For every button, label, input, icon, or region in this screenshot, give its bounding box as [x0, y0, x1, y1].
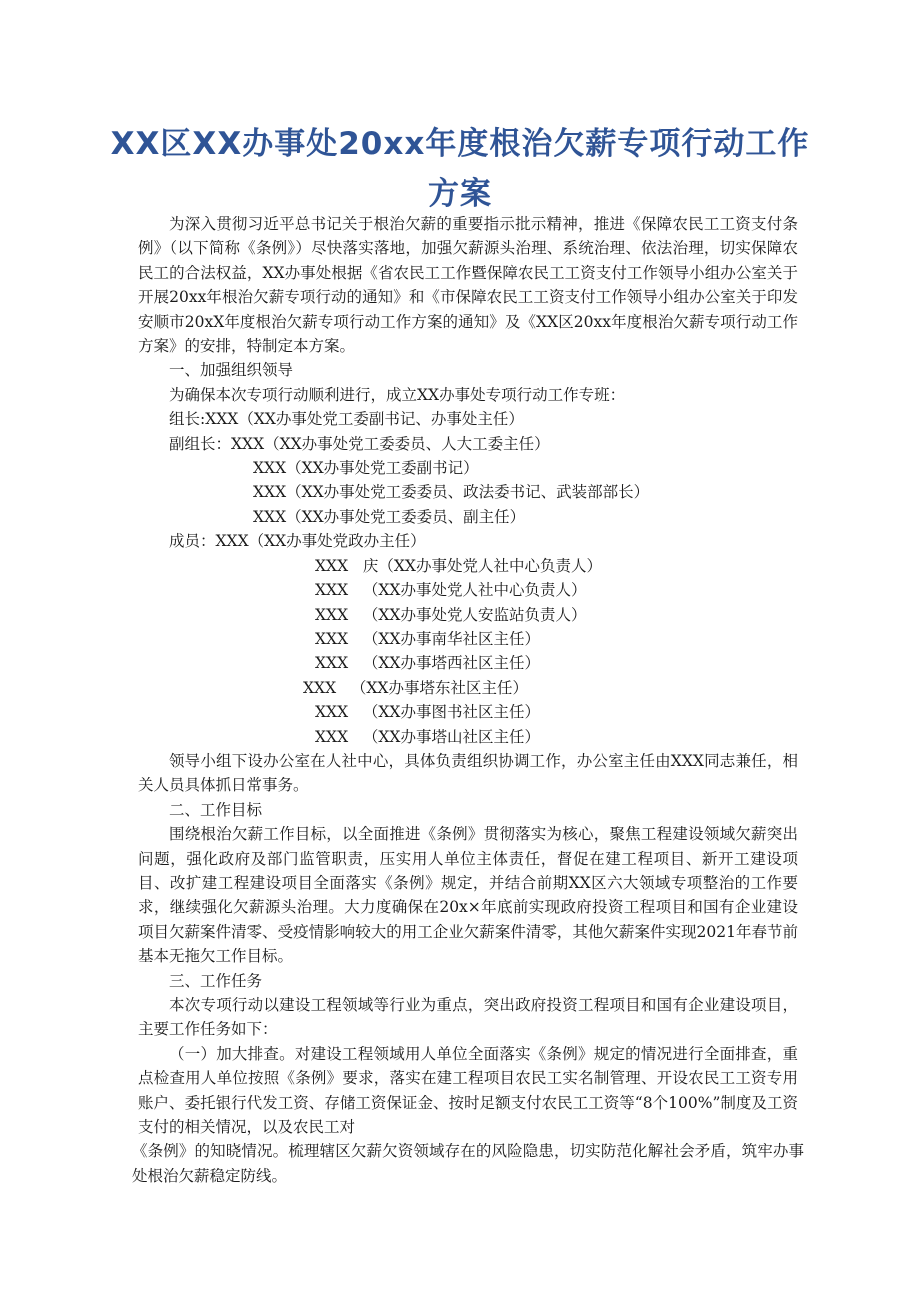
section-1-lead: 为确保本次专项行动顺利进行，成立XX办事处专项行动工作专班：: [169, 385, 626, 404]
section-1-heading: 一、加强组织领导: [169, 361, 294, 380]
member-item: [138, 603, 798, 627]
member-role: （XX办事处党人安监站负责人）: [362, 605, 587, 624]
document-body: [132, 212, 804, 1188]
member-role: （XX办事塔西社区主任）: [362, 654, 540, 673]
member-item: [138, 554, 798, 578]
section-2-heading: 二、工作目标: [169, 800, 263, 819]
member-item: [138, 676, 798, 700]
member-name: XXX: [315, 629, 349, 648]
member-name: XXX: [315, 581, 349, 600]
member-name: XXX: [315, 727, 349, 746]
section-3-heading: 三、工作任务: [169, 971, 263, 990]
member-item: [138, 725, 798, 749]
member-name: XXX: [315, 556, 349, 575]
document-title-line-1: XX区XX办事处20xx年度根治欠薪专项行动工作: [110, 126, 810, 162]
member-name: XXX: [303, 678, 337, 697]
member-role: （XX办事塔山社区主任）: [362, 727, 540, 746]
member-role: 庆（XX办事处党人社中心负责人）: [362, 556, 602, 575]
task-1-part-2: 《条例》的知晓情况。梳理辖区欠薪欠资领域存在的风险隐患，切实防范化解社会矛盾，筑牢办事处根治欠薪稳定防线。: [132, 1142, 804, 1185]
section-2-text: 围绕根治欠薪工作目标，以全面推进《条例》贯彻落实为核心，聚焦工程建设领域欠薪突出问题，强化政府及部门监管职责，压实用人单位主体责任，督促在建工程项目、新开工建设项目、改扩建工程建设项目全面落实《条例》规定，并结合前期XX区六大领域专项整治的工作要求，继续强化欠薪源头治理。大力度确保在20x×年底前实现政府投资工程项目和国有企业建设项目欠薪案件清零、受疫情影响较大的用工企业欠薪案件清零，其他欠薪案件实现2021年春节前基本无拖欠工作目标。: [138, 825, 798, 966]
document-title-line-2: 方案: [428, 176, 492, 212]
deputy-item: XXX（XX办事处党工委委员、政法委书记、武装部部长）: [253, 483, 650, 502]
task-1-part-1: （一）加大排查。对建设工程领域用人单位全面落实《条例》规定的情况进行全面排查，重点检查用人单位按照《条例》要求，落实在建工程项目农民工实名制管理、开设农民工工资专用账户、委托银行代发工资、存储工资保证金、按时足额支付农民工工资等“8个100%”制度及工资支付的相关情况，以及农民工对: [138, 1044, 798, 1137]
member-name: XXX: [315, 605, 349, 624]
deputy-item: XXX（XX办事处党工委委员、副主任）: [253, 507, 526, 526]
intro-paragraph: 为深入贯彻习近平总书记关于根治欠薪的重要指示批示精神，推进《保障农民工工资支付条例》（以下简称《条例》）尽快落实落地，加强欠薪源头治理、系统治理、依法治理，切实保障农民工的合法权益，XX办事处根据《省农民工工作暨保障农民工工资支付工作领导小组办公室关于开展20xx年根治欠薪专项行动的通知》和《市保障农民工工资支付工作领导小组办公室关于印发安顺市20xX年度根治欠薪专项行动工作方案的通知》及《XX区20xx年度根治欠薪专项行动工作方案》的安排，特制定本方案。: [138, 215, 798, 356]
member-lead: 成员：XXX（XX办事处党政办主任）: [169, 532, 426, 551]
office-note: 领导小组下设办公室在人社中心，具体负责组织协调工作，办公室主任由XXX同志兼任，相关人员具体抓日常事务。: [138, 751, 798, 795]
member-role: （XX办事处党人社中心负责人）: [362, 581, 587, 600]
member-item: [138, 651, 798, 675]
member-role: （XX办事南华社区主任）: [362, 629, 540, 648]
member-item: [138, 627, 798, 651]
team-leader: 组长:XXX（XX办事处党工委副书记、办事处主任）: [169, 410, 524, 429]
member-role: （XX办事塔东社区主任）: [350, 678, 528, 697]
section-3-lead: 本次专项行动以建设工程领域等行业为重点，突出政府投资工程项目和国有企业建设项目，主要工作任务如下：: [138, 996, 798, 1039]
deputy-item: XXX（XX办事处党工委副书记）: [253, 459, 479, 478]
member-name: XXX: [315, 654, 349, 673]
member-item: [138, 578, 798, 602]
deputy-leader: 副组长：XXX（XX办事处党工委委员、人大工委主任）: [169, 434, 550, 453]
member-role: （XX办事图书社区主任）: [362, 703, 540, 722]
member-name: XXX: [315, 703, 349, 722]
member-item: [138, 700, 798, 724]
